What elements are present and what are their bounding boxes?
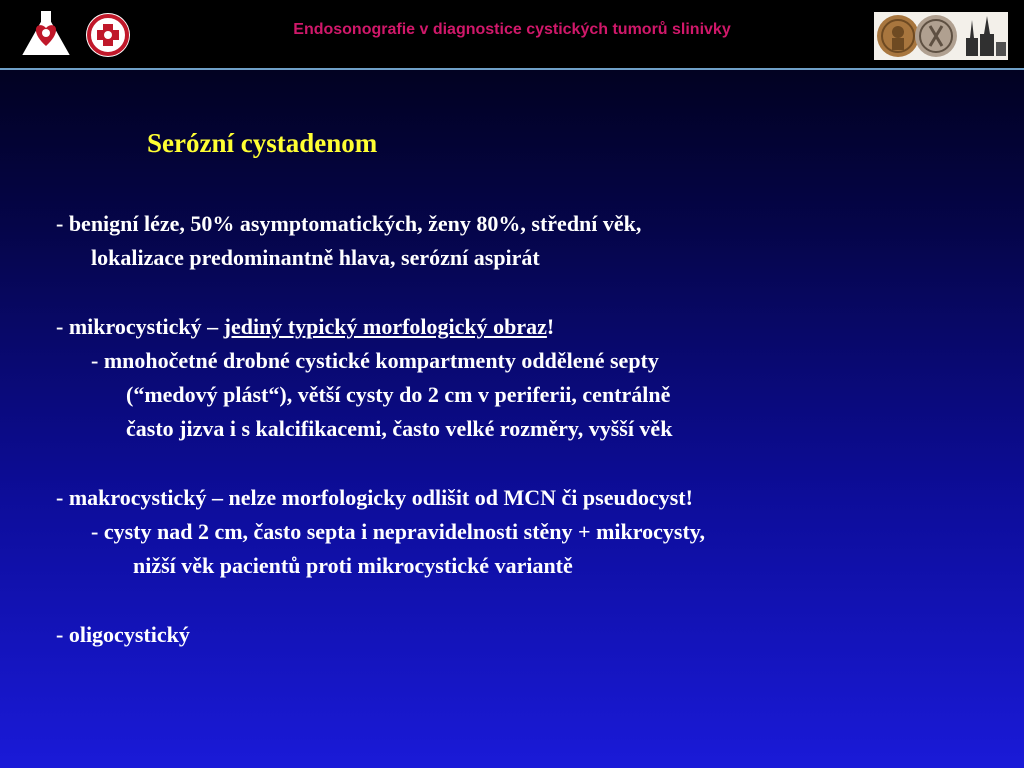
macro-heading: - makrocystický – nelze morfologicky odlišit od MCN či pseudocyst! xyxy=(56,485,693,510)
micro-heading-suffix: ! xyxy=(546,314,555,339)
benign-line-1: - benigní léze, 50% asymptomatických, ženy 80%, střední věk, xyxy=(56,211,642,236)
presentation-title: Endosonografie v diagnostice cystických tumorů slinivky xyxy=(293,21,731,38)
benign-line-2: lokalizace predominantně hlava, serózní aspirát xyxy=(91,245,540,270)
micro-heading-prefix: - mikrocystický – xyxy=(56,314,224,339)
micro-sub-line-1: - mnohočetné drobné cystické kompartmenty oddělené septy xyxy=(91,348,659,373)
oligo-heading: - oligocystický xyxy=(56,622,190,647)
micro-sub-line-2: (“medový plást“), větší cysty do 2 cm v periferii, centrálně xyxy=(126,382,671,407)
micro-sub-line-3: často jizva i s kalcifikacemi, často velké rozměry, vyšší věk xyxy=(126,416,673,441)
bronze-medal-icon xyxy=(877,15,919,57)
institution-logos-right xyxy=(874,12,1008,60)
macro-sub-line-1: - cysty nad 2 cm, často septa i nepravidelnosti stěny + mikrocysty, xyxy=(91,519,706,544)
macro-sub-line-2: nižší věk pacientů proti mikrocystické variantě xyxy=(133,553,573,578)
slide-title: Serózní cystadenom xyxy=(147,128,378,158)
micro-heading-emphasis: jediný typický morfologický obraz xyxy=(223,314,547,339)
header-divider xyxy=(0,68,1024,70)
grey-medal-icon xyxy=(915,15,957,57)
micro-heading xyxy=(56,314,554,340)
